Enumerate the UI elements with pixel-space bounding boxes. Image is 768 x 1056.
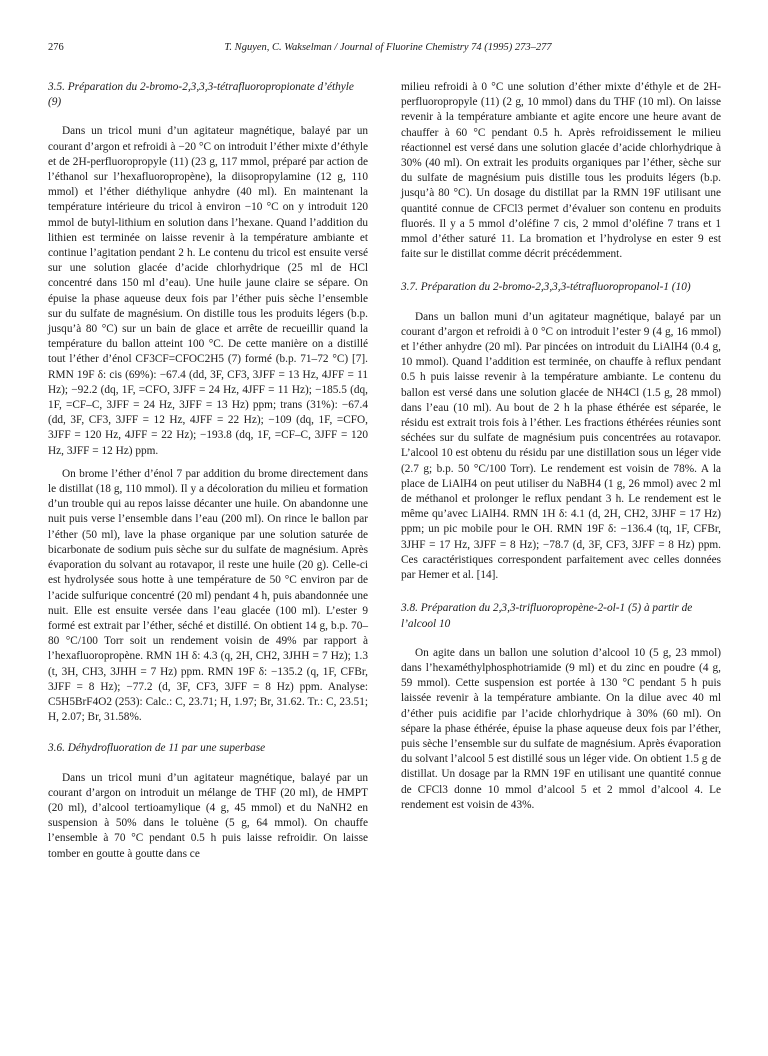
running-head [48, 42, 728, 56]
section-3-8-heading: 3.8. Préparation du 2,3,3-trifluoropropène-2-ol-1 (5) à partir de l’alcool 10 [401, 602, 693, 630]
section-3-5-paragraph-1: Dans un tricol muni d’un agitateur magnétique, balayé par un courant d’argon et refroidi à −20 °C on introduit l’éther mixte d’éthyle et de 2H-perfluoropropyle (11) (23 g, 117 mmol, préparé par action de l’éthanol sur l’hexafluoropropène), la diisopropylamine (12 g, 110 mmol) et l’éther diéthylique anhydre (40 ml). En maintenant la température intérieure du tricol à environ −10 °C on y introduit 120 mmol de butyl-lithium en solution dans l’hexane. Quand l’addition du lithien est terminée on laisse revenir à la température ambiante et continue l’agitation pendant 2 h. Le contenu du tricol est ensuite versé sur une solution glacée d’acide chlorhydrique (25 ml de HCl concentré dans 150 ml d’eau). Une huile jaune claire se sépare. On épuise la phase aqueuse deux fois par l’éther puis sèche l’ensemble sur du sulfate de magnésium. On distille tous les produits légers (b.p. jusqu’à 80 °C) sur un bain de glace et arrête de recueillir quand la température du ballon atteint 100 °C. De cette manière on a distillé tout l’éther d’énol CF3CF=CFOC2H5 (7) formé (b.p. 71–72 °C) [7]. RMN 19F δ: cis (69%): −67.4 (dd, 3F, CF3, 3JFF = 13 Hz, 4JFF = 11 Hz); −92.2 (dq, 1F, =CFO, 3JFF = 24 Hz, 4JFF = 11 Hz); −185.5 (dq, 1F, =CF–C, 3JFF = 24 Hz, 3JFF = 13 Hz) ppm; trans (31%): −67.4 (dd, 3F, CF3, 3JFF = 12 Hz, 4JFF = 22 Hz); −109 (dq, 1F, =CFO, 3JFF = 120 Hz, 4JFF = 22 Hz); −193.8 (dq, 1F, =CF–C, 3JFF = 120 Hz, 3JFF = 12 Hz) ppm. [48, 125, 368, 457]
left-column [48, 80, 368, 870]
section-3-8-paragraph-1: On agite dans un ballon une solution d’alcool 10 (5 g, 23 mmol) dans l’hexaméthylphosphotriamide (9 ml) et du zinc en poudre (4 g, 59 mmol). Cette suspension est portée à 130 °C pendant 5 h puis laissée revenir à la température ambiante. On la dilue avec 40 ml d’éther puis acidifie par l’acide chlorhydrique à 30% (60 ml). On sépare la phase éthérée, épuise la phase aqueuse deux fois par l’éther, puis sèche l’ensemble sur du sulfate de magnésium. Après évaporation du solvant l’alcool 5 est distillé sous un léger vide. On obtient 1.5 g de distillat. Un dosage par la RMN 19F en utilisant une quantité connue de CFCl3 donne 10 mmol d’alcool 5 et 2 mmol d’alcool 4. Le rendement est voisin de 43%. [401, 646, 721, 811]
section-3-7-paragraph-1: Dans un ballon muni d’un agitateur magnétique, balayé par un courant d’argon et refroidi à 0 °C on introduit l’ester 9 (4 g, 16 mmol) et l’éther anhydre (20 ml). Par pincées on introduit du LiAlH4 (0.4 g, 10 mmol). Quand l’addition est terminée, on chauffe à reflux pendant 0.5 h puis laisse revenir à la température ambiante. Le contenu du ballon est versé dans une solution glacée de NH4Cl (1.5 g, 28 mmol) dans l’eau (10 ml). Au bout de 2 h la phase éthérée est séparée, le résidu est extrait trois fois à l’éther. Les fractions éthérées réunies sont séchées sur du sulfate de magnésium puis concentrées au rotavapor. L’alcool 10 est obtenu du résidu par une distillation sous un léger vide (2.7 g; b.p. 50 °C/100 Torr). Le rendement est voisin de 78%. A la place de LiAlH4 on peut utiliser du NaBH4 (1 g, 26 mmol) avec 2 ml de méthanol et prolonger le reflux pendant 3 h. Le rendement est le même qu’avec LiAlH4. RMN 1H δ: 4.1 (d, 2H, CH2, 3JHF = 17 Hz) ppm; un pic mobile pour le OH. RMN 19F δ: −136.4 (tq, 1F, CFBr, 3JHF = 17 Hz, 3JFF = 8 Hz); −78.7 (d, 3F, CF3, 3JFF = 8 Hz) ppm. Ces caractéristiques correspondent parfaitement avec celles données par Hemer et al. [14]. [401, 310, 721, 582]
right-column [401, 80, 721, 821]
section-3-6-continuation: milieu refroidi à 0 °C une solution d’éther mixte d’éthyle et de 2H-perfluoropropyle (11) (2 g, 10 mmol) dans du THF (10 ml). On laisse revenir à la température ambiante et agite encore une heure avant de chauffer à 60 °C pendant 0.5 h. Après refroidissement le milieu réactionnel est versé dans une solution glacée d’acide chlorhydrique à 30% (40 ml). On extrait les produits organiques par l’éther, sèche sur du sulfate de magnésium puis distille tous les produits légers (b.p. jusqu’à 80 °C). Un dosage du distillat par la RMN 19F utilisant une quantité connue de CFCl3 permet d’évaluer son contenu en produits fluorés. Il y a 5 mmol d’oléfine 7 cis, 2 mmol d’oléfine 7 trans et 1 mmol d’éther saturé 11. La bromation et l’hydrolyse en ester 9 est faite sur le distillat comme décrit précédemment. [401, 81, 721, 261]
section-3-6-paragraph-1: Dans un tricol muni d’un agitateur magnétique, balayé par un courant d’argon on introduit un mélange de THF (20 ml), de HMPT (20 ml), d’alcool tertioamylique (4 g, 45 mmol) et du NaNH2 en suspension à 50% dans le toluène (5 g, 64 mmol). On chauffe l’ensemble à 70 °C pendant 0.5 h puis laisse refroidir. On laisse tomber en goutte à goutte dans ce [48, 771, 368, 860]
section-3-7-heading: 3.7. Préparation du 2-bromo-2,3,3,3-tétrafluoropropanol-1 (10) [401, 281, 691, 294]
section-3-6-heading: 3.6. Déhydrofluoration de 11 par une superbase [48, 742, 266, 755]
section-3-5-paragraph-2: On brome l’éther d’énol 7 par addition du brome directement dans le distillat (18 g, 110 mmol). Il y a décoloration du milieu et formation d’un trouble qui au repos laisse décanter une huile. On abandonne une nuit puis verse l’ensemble dans l’eau (200 ml). On rince le ballon par l’éther (50 ml), lave la phase organique par une solution saturée de bicarbonate de sodium puis sèche sur du sulfate de magnésium. Après évaporation du solvant au rotavapor, il reste une huile (20 g). Celle-ci est hydrolysée sous hotte à une température de 50 °C environ par de l’acide sulfurique concentré (20 ml) pendant 4 h, puis abandonnée une nuit. Elle est ensuite versée dans l’eau glacée (100 ml). L’ester 9 formé est extrait par l’éther, séché et distillé. On obtient 14 g, b.p. 70–80 °C/100 Torr soit un rendement voisin de 49% par rapport à l’hexafluoropropène. RMN 1H δ: 4.3 (q, 2H, CH2, 3JHH = 7 Hz); 1.3 (t, 3H, CH3, 3JHH = 7 Hz) ppm. RMN 19F δ: −135.2 (q, 1F, CFBr, 3JFF = 8 Hz); −77.2 (d, 3F, CF3, 3JFF = 8 Hz) ppm. Analyse: C5H5BrF4O2 (253): Calc.: C, 23.71; H, 1.97; Br, 31.62. Tr.: C, 23.51; H, 2.07; Br, 31.58%. [48, 467, 368, 724]
journal-reference: T. Nguyen, C. Wakselman / Journal of Fluorine Chemistry 74 (1995) 273–277 [224, 42, 552, 53]
page-number: 276 [48, 42, 64, 53]
section-3-5-heading: 3.5. Préparation du 2-bromo-2,3,3,3-tétrafluoropropionate d’éthyle (9) [48, 81, 354, 109]
